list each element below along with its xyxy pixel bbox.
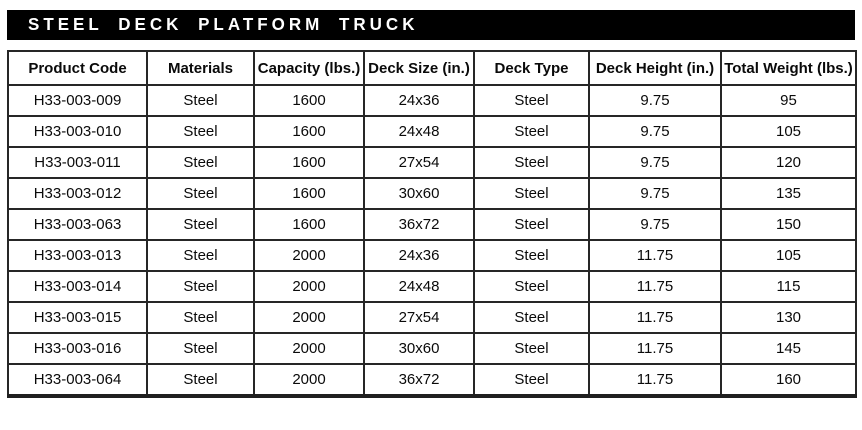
table-row xyxy=(8,302,856,333)
section-title-bar xyxy=(7,10,855,40)
cell-materials: Steel xyxy=(147,240,254,271)
cell-deck-height: 11.75 xyxy=(589,271,721,302)
cell-deck-type: Steel xyxy=(474,240,589,271)
table-row xyxy=(8,178,856,209)
cell-total-weight: 160 xyxy=(721,364,856,396)
cell-deck-size: 24x48 xyxy=(364,116,474,147)
cell-materials: Steel xyxy=(147,333,254,364)
cell-total-weight: 105 xyxy=(721,240,856,271)
cell-capacity: 2000 xyxy=(254,240,364,271)
column-header-deck-size: Deck Size (in.) xyxy=(364,51,474,85)
cell-deck-size: 27x54 xyxy=(364,147,474,178)
cell-deck-height: 9.75 xyxy=(589,209,721,240)
cell-deck-type: Steel xyxy=(474,271,589,302)
table-header-row xyxy=(8,51,856,85)
cell-total-weight: 130 xyxy=(721,302,856,333)
column-header-total-weight: Total Weight (lbs.) xyxy=(721,51,856,85)
table-row xyxy=(8,364,856,396)
cell-capacity: 1600 xyxy=(254,85,364,116)
product-spec-table xyxy=(7,50,857,398)
cell-product-code: H33-003-015 xyxy=(8,302,147,333)
table-row xyxy=(8,147,856,178)
cell-materials: Steel xyxy=(147,209,254,240)
cell-deck-type: Steel xyxy=(474,209,589,240)
column-header-materials: Materials xyxy=(147,51,254,85)
cell-materials: Steel xyxy=(147,85,254,116)
table-body xyxy=(8,85,856,396)
cell-total-weight: 95 xyxy=(721,85,856,116)
cell-total-weight: 115 xyxy=(721,271,856,302)
cell-deck-size: 24x36 xyxy=(364,240,474,271)
cell-product-code: H33-003-011 xyxy=(8,147,147,178)
cell-deck-type: Steel xyxy=(474,333,589,364)
cell-capacity: 2000 xyxy=(254,302,364,333)
cell-deck-type: Steel xyxy=(474,302,589,333)
cell-total-weight: 120 xyxy=(721,147,856,178)
cell-product-code: H33-003-014 xyxy=(8,271,147,302)
cell-deck-type: Steel xyxy=(474,178,589,209)
cell-materials: Steel xyxy=(147,302,254,333)
cell-product-code: H33-003-010 xyxy=(8,116,147,147)
table-row xyxy=(8,116,856,147)
cell-materials: Steel xyxy=(147,364,254,396)
cell-deck-size: 30x60 xyxy=(364,178,474,209)
cell-capacity: 1600 xyxy=(254,209,364,240)
cell-total-weight: 145 xyxy=(721,333,856,364)
cell-deck-height: 11.75 xyxy=(589,240,721,271)
column-header-deck-type: Deck Type xyxy=(474,51,589,85)
table-row xyxy=(8,240,856,271)
table-row xyxy=(8,271,856,302)
section-title: STEEL DECK PLATFORM TRUCK xyxy=(28,14,419,35)
table-row xyxy=(8,209,856,240)
cell-capacity: 1600 xyxy=(254,147,364,178)
cell-deck-height: 11.75 xyxy=(589,333,721,364)
cell-deck-size: 24x48 xyxy=(364,271,474,302)
cell-capacity: 2000 xyxy=(254,364,364,396)
cell-product-code: H33-003-012 xyxy=(8,178,147,209)
cell-product-code: H33-003-009 xyxy=(8,85,147,116)
cell-deck-size: 24x36 xyxy=(364,85,474,116)
column-header-product-code: Product Code xyxy=(8,51,147,85)
cell-product-code: H33-003-016 xyxy=(8,333,147,364)
cell-capacity: 1600 xyxy=(254,116,364,147)
cell-deck-height: 9.75 xyxy=(589,147,721,178)
cell-deck-height: 9.75 xyxy=(589,116,721,147)
cell-capacity: 2000 xyxy=(254,333,364,364)
cell-deck-height: 9.75 xyxy=(589,85,721,116)
cell-total-weight: 105 xyxy=(721,116,856,147)
cell-deck-type: Steel xyxy=(474,364,589,396)
cell-materials: Steel xyxy=(147,271,254,302)
cell-deck-height: 11.75 xyxy=(589,364,721,396)
cell-deck-height: 9.75 xyxy=(589,178,721,209)
cell-capacity: 1600 xyxy=(254,178,364,209)
table-row xyxy=(8,333,856,364)
cell-deck-size: 36x72 xyxy=(364,364,474,396)
cell-deck-size: 30x60 xyxy=(364,333,474,364)
cell-product-code: H33-003-013 xyxy=(8,240,147,271)
cell-materials: Steel xyxy=(147,147,254,178)
cell-deck-type: Steel xyxy=(474,147,589,178)
column-header-capacity: Capacity (lbs.) xyxy=(254,51,364,85)
cell-capacity: 2000 xyxy=(254,271,364,302)
cell-product-code: H33-003-063 xyxy=(8,209,147,240)
cell-deck-type: Steel xyxy=(474,85,589,116)
cell-total-weight: 135 xyxy=(721,178,856,209)
cell-deck-type: Steel xyxy=(474,116,589,147)
table-row xyxy=(8,85,856,116)
cell-deck-height: 11.75 xyxy=(589,302,721,333)
cell-total-weight: 150 xyxy=(721,209,856,240)
cell-materials: Steel xyxy=(147,116,254,147)
cell-materials: Steel xyxy=(147,178,254,209)
column-header-deck-height: Deck Height (in.) xyxy=(589,51,721,85)
cell-deck-size: 36x72 xyxy=(364,209,474,240)
cell-product-code: H33-003-064 xyxy=(8,364,147,396)
cell-deck-size: 27x54 xyxy=(364,302,474,333)
